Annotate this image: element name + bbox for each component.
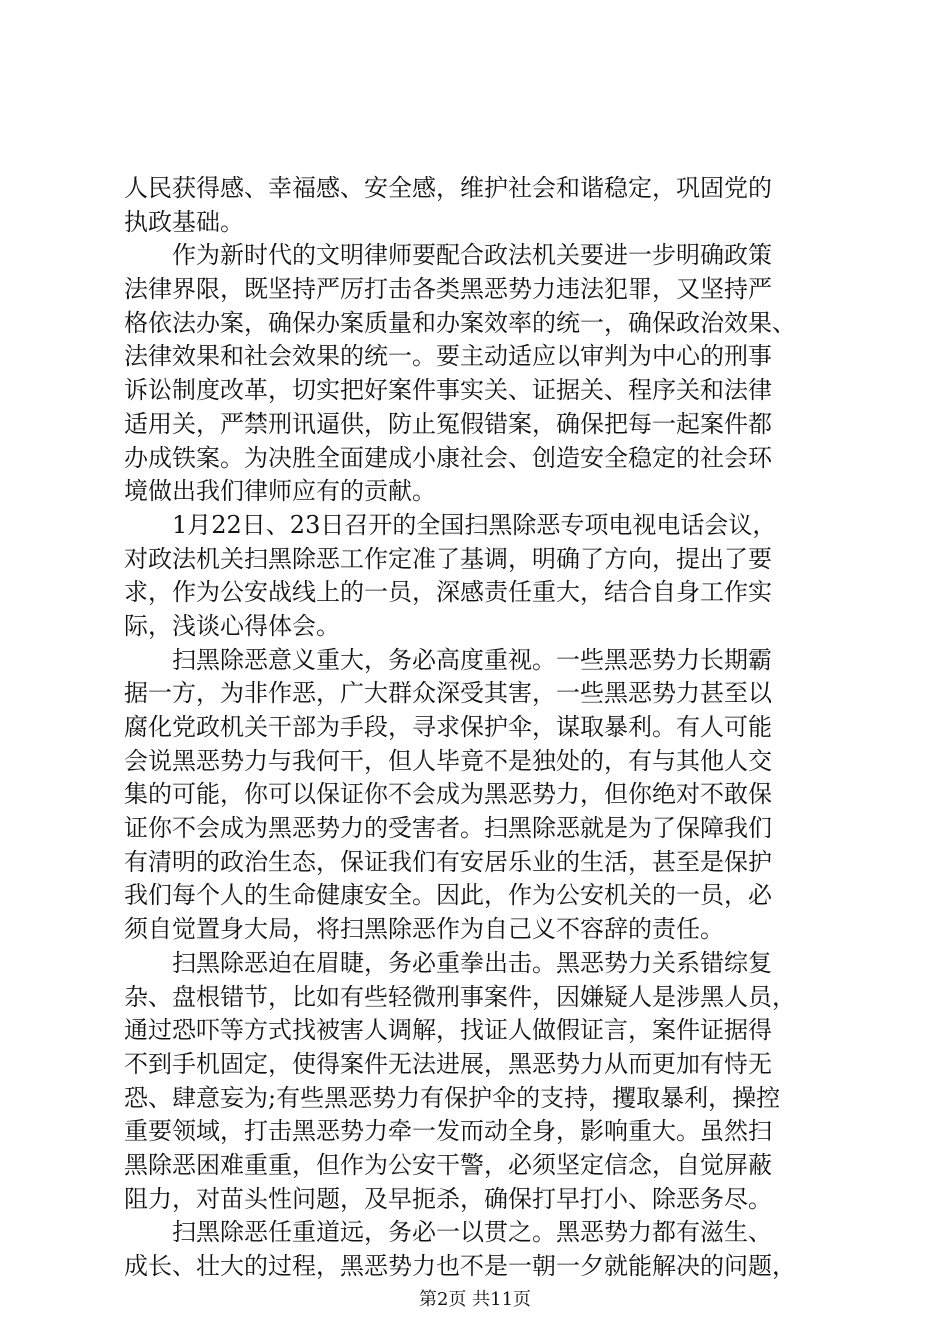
text-line: 通过恐吓等方式找被害人调解，找证人做假证言，案件证据得 (124, 1016, 772, 1045)
text-line: 阻力，对苗头性问题，及早扼杀，确保打早打小、除恶务尽。 (124, 1184, 772, 1213)
text-line: 扫黑除恶意义重大，务必高度重视。一些黑恶势力长期霸 (124, 645, 772, 674)
text-line: 诉讼制度改革，切实把好案件事实关、证据关、程序关和法律 (124, 376, 772, 405)
text-line: 黑除恶困难重重，但作为公安干警，必须坚定信念，自觉屏蔽 (124, 1150, 772, 1179)
text-line: 执政基础。 (124, 207, 244, 236)
text-line: 据一方，为非作恶，广大群众深受其害，一些黑恶势力甚至以 (124, 679, 772, 708)
text-line: 求，作为公安战线上的一员，深感责任重大，结合自身工作实 (124, 578, 772, 607)
text-line: 证你不会成为黑恶势力的受害者。扫黑除恶就是为了保障我们 (124, 814, 772, 843)
text-line: 法律界限，既坚持严厉打击各类黑恶势力违法犯罪，又坚持严 (124, 275, 772, 304)
text-line: 有清明的政治生态，保证我们有安居乐业的生活，甚至是保护 (124, 847, 772, 876)
text-line: 成长、壮大的过程，黑恶势力也不是一朝一夕就能解决的问题， (124, 1252, 796, 1280)
text-line: 际，浅谈心得体会。 (124, 611, 340, 640)
text-line: 腐化党政机关干部为手段，寻求保护伞，谋取暴利。有人可能 (124, 713, 772, 741)
text-line: 1月22日、23日召开的全国扫黑除恶专项电视电话会议， (124, 510, 777, 539)
text-line: 杂、盘根错节，比如有些轻微刑事案件，因嫌疑人是涉黑人员， (124, 982, 796, 1011)
text-line: 法律效果和社会效果的统一。要主动适应以审判为中心的刑事 (124, 342, 772, 371)
document-body (124, 172, 844, 1284)
text-line: 适用关，严禁刑讯逼供，防止冤假错案，确保把每一起案件都 (124, 409, 772, 438)
text-line: 扫黑除恶任重道远，务必一以贯之。黑恶势力都有滋生、 (124, 1218, 772, 1247)
text-line: 扫黑除恶迫在眉睫，务必重拳出击。黑恶势力关系错综复 (124, 948, 772, 977)
text-line: 办成铁案。为决胜全面建成小康社会、创造安全稳定的社会环 (124, 443, 772, 472)
page-number: 第2页 共11页 (418, 1289, 532, 1310)
text-line: 不到手机固定，使得案件无法进展，黑恶势力从而更加有恃无 (124, 1049, 772, 1078)
text-line: 集的可能，你可以保证你不会成为黑恶势力，但你绝对不敢保 (124, 780, 772, 809)
text-line: 我们每个人的生命健康安全。因此，作为公安机关的一员，必 (124, 881, 772, 910)
text-line: 须自觉置身大局，将扫黑除恶作为自己义不容辞的责任。 (124, 915, 724, 944)
text-line: 人民获得感、幸福感、安全感，维护社会和谐稳定，巩固党的 (124, 174, 772, 202)
text-line: 重要领域，打击黑恶势力牵一发而动全身，影响重大。虽然扫 (124, 1117, 772, 1146)
text-line: 对政法机关扫黑除恶工作定准了基调，明确了方向，提出了要 (124, 544, 772, 573)
text-line: 恐、肆意妄为;有些黑恶势力有保护伞的支持，攫取暴利，操控 (124, 1083, 781, 1112)
text-line: 境做出我们律师应有的贡献。 (124, 477, 436, 506)
text-line: 格依法办案，确保办案质量和办案效率的统一，确保政治效果、 (124, 308, 796, 337)
text-line: 作为新时代的文明律师要配合政法机关要进一步明确政策 (124, 241, 772, 270)
text-line: 会说黑恶势力与我何干，但人毕竟不是独处的，有与其他人交 (124, 746, 772, 775)
